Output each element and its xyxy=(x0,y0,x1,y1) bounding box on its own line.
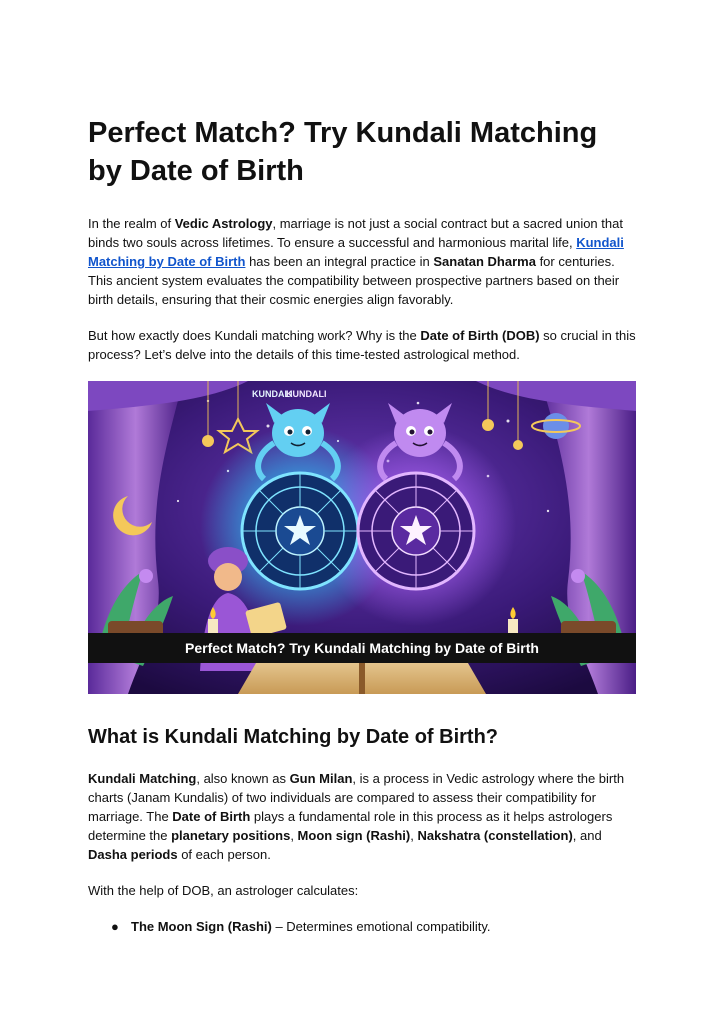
intro-text-1: In the realm of xyxy=(88,216,175,231)
intro-bold-sanatan: Sanatan Dharma xyxy=(433,254,536,269)
def-bold-7: Dasha periods xyxy=(88,847,178,862)
intro-bold-vedic: Vedic Astrology xyxy=(174,216,273,231)
kundali-matching-link[interactable]: Kundali Matching by Date of Birth xyxy=(88,235,624,269)
def-bold-4: planetary positions xyxy=(171,828,291,843)
dob-intro-paragraph: With the help of DOB, an astrologer calculates: xyxy=(88,883,359,898)
banner-illustration xyxy=(88,381,636,694)
def-bold-1: Kundali Matching xyxy=(88,771,197,786)
def-text-3: plays a fundamental role in this process as it helps astrologers determine the xyxy=(88,809,613,843)
bullet-icon: ● xyxy=(111,919,119,934)
list-item-text: – Determines emotional compatibility. xyxy=(271,919,491,934)
intro-text-2: , marriage is not just a social contract but a sacred union that binds two souls across lifetimes. To ensure a successful and harmonious marital life, xyxy=(88,216,623,250)
def-bold-2: Gun Milan xyxy=(289,771,353,786)
def-text-7: of each person. xyxy=(177,847,271,862)
intro-text-3: has been an integral practice in xyxy=(245,254,434,269)
def-bold-6: Nakshatra (constellation) xyxy=(417,828,573,843)
list-item xyxy=(88,917,636,936)
banner-image xyxy=(88,381,636,694)
zodiac-wheel-right xyxy=(358,473,474,589)
section-heading: What is Kundali Matching by Date of Birth? xyxy=(88,726,498,748)
question-text-2: so crucial in this process? Let’s delve into the details of this time-tested astrological method. xyxy=(88,328,636,362)
def-text-2: , is a process in Vedic astrology where the birth charts (Janam Kundalis) of two individuals are compared to assess their compatibility for marriage. The xyxy=(88,771,625,824)
zodiac-wheel-left xyxy=(242,473,358,589)
intro-paragraph xyxy=(88,214,636,309)
definition-paragraph xyxy=(88,769,636,864)
banner-label-right: KUNDALI xyxy=(286,389,327,399)
def-bold-5: Moon sign (Rashi) xyxy=(297,828,411,843)
def-text-5: , xyxy=(410,828,418,843)
banner-label-left: KUNDALI xyxy=(252,389,293,399)
def-text-1: , also known as xyxy=(196,771,290,786)
document-content xyxy=(88,114,636,936)
def-text-6: , and xyxy=(572,828,602,843)
question-text-1: But how exactly does Kundali matching work? Why is the xyxy=(88,328,421,343)
question-paragraph xyxy=(88,326,636,364)
def-text-4: , xyxy=(290,828,298,843)
page-title: Perfect Match? Try Kundali Matching by Date of Birth xyxy=(88,117,598,187)
question-bold-dob: Date of Birth (DOB) xyxy=(420,328,540,343)
calculation-list xyxy=(88,917,636,936)
list-item-bold: The Moon Sign (Rashi) xyxy=(131,919,272,934)
intro-text-4: for centuries. This ancient system evaluates the compatibility between prospective partners based on their birth details, ensuring that their cosmic energies align favorably. xyxy=(88,254,620,307)
banner-caption: Perfect Match? Try Kundali Matching by Date of Birth xyxy=(185,640,539,656)
def-bold-3: Date of Birth xyxy=(172,809,251,824)
